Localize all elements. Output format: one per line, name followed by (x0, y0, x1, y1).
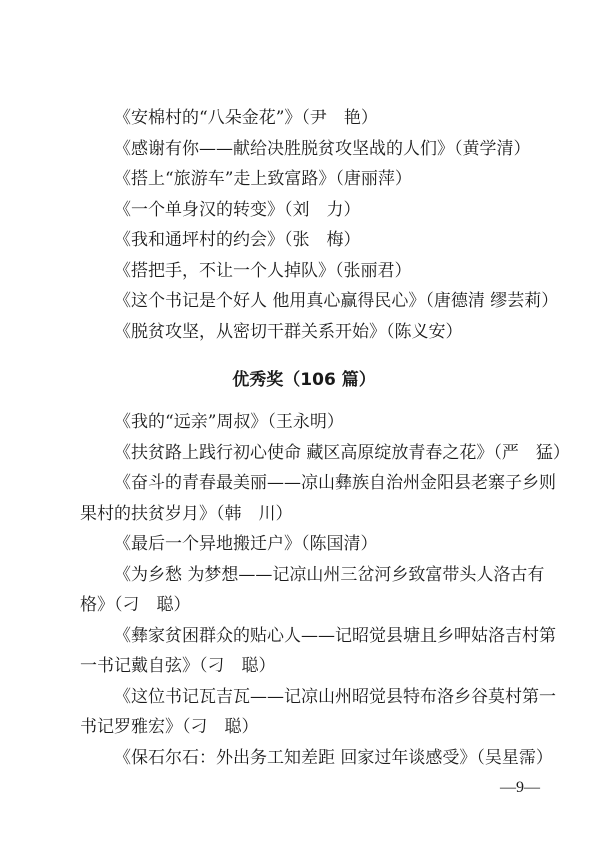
award-entry: 《保石尔石：外出务工知差距 回家过年谈感受》（吴星霈） (114, 748, 553, 768)
award-entry-continuation: 果村的扶贫岁月》（韩 川） (80, 504, 293, 524)
award-entry: 《彝家贫困群众的贴心人——记昭觉县塘且乡呷姑洛吉村第 (114, 626, 556, 646)
award-entry: 《为乡愁 为梦想——记凉山州三岔河乡致富带头人洛古有 (114, 565, 545, 585)
award-entry: 《我和通坪村的约会》（张 梅） (114, 230, 361, 250)
award-entry: 《感谢有你——献给决胜脱贫攻坚战的人们》（黄学清） (114, 139, 531, 159)
section-heading: 优秀奖（106 篇） (232, 370, 376, 390)
award-entry: 《搭上“旅游车”走上致富路》（唐丽萍） (114, 169, 412, 189)
award-entry: 《搭把手，不让一个人掉队》（张丽君） (114, 261, 412, 281)
award-entry: 《我的“远亲”周叔》（王永明） (114, 412, 344, 432)
award-entry: 《扶贫路上践行初心使命 藏区高原绽放青春之花》（严 猛） (114, 443, 570, 463)
award-entry: 《这个书记是个好人 他用真心赢得民心》（唐德清 缪芸莉） (114, 291, 559, 311)
award-entry: 《一个单身汉的转变》（刘 力） (114, 200, 361, 220)
award-entry-continuation: 书记罗雅宏》（刁 聪） (80, 717, 259, 737)
award-entry-continuation: 格》（刁 聪） (80, 595, 191, 615)
award-entry: 《这位书记瓦吉瓦——记凉山州昭觉县特布洛乡谷莫村第一 (114, 687, 556, 707)
page-number: —9— (500, 779, 540, 796)
award-entry: 《最后一个异地搬迁户》（陈国清） (114, 534, 378, 554)
award-entry: 《奋斗的青春最美丽——凉山彝族自治州金阳县老寨子乡则 (114, 473, 556, 493)
award-entry: 《脱贫攻坚，从密切干群关系开始》（陈义安） (114, 322, 463, 342)
award-entry: 《安棉村的“八朵金花”》（尹 艳） (114, 108, 378, 128)
award-entry-continuation: 一书记戴自弦》（刁 聪） (80, 656, 276, 676)
